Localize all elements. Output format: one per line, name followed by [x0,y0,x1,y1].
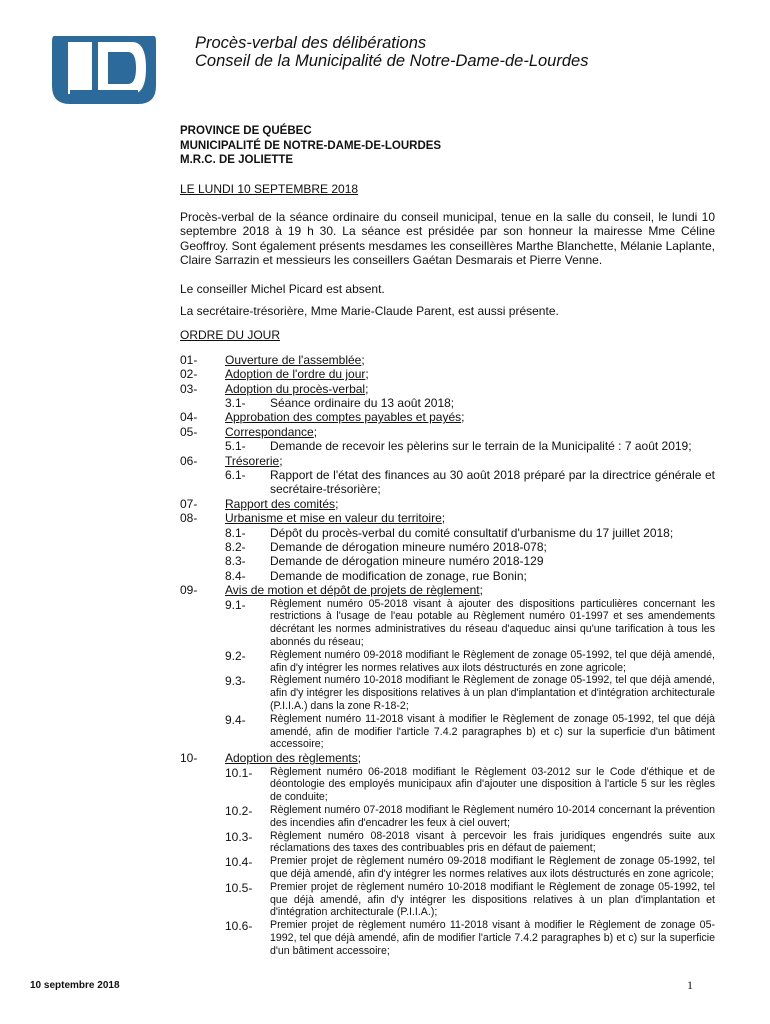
agenda-subitem-number: 10.1- [225,765,253,780]
agenda-subitem-number: 10.5- [225,880,253,895]
agenda-subitem-number: 8.2- [225,540,246,555]
agenda-item-label: Approbation des comptes payables et payés [225,410,462,425]
agenda-item-number: 09- [180,583,198,598]
agenda-item-label: Rapport des comités [225,496,336,511]
agenda-subitem-number: 10.3- [225,829,253,844]
agenda-subitem-number: 6.1- [225,468,246,482]
agenda-item-text: Adoption de l'ordre du jour; [225,367,369,382]
agenda-subitem-text: Demande de dérogation mineure numéro 2018-078; [270,540,547,555]
agenda-subitem [225,439,715,453]
agenda-subitem-text: Règlement numéro 11-2018 visant à modifier le Règlement de zonage 05-1992, tel que déjà amendé, afin de modifier l'article 7.4.2 paragraphes b) et c) sur la superficie d'un bâtiment accessoire; [270,712,715,751]
agenda-subitem-text: Règlement numéro 08-2018 visant à percevoir les frais juridiques engendrés suite aux réclamations des taxes des contribuables pris en défaut de paiement; [270,829,715,855]
meeting-date: LE LUNDI 10 SEPTEMBRE 2018 [180,181,359,196]
agenda-subitem-number: 9.2- [225,648,246,663]
agenda-item-label: Adoption du procès-verbal [225,381,366,396]
agenda-item-label: Urbanisme et mise en valeur du territoire [225,511,442,526]
agenda-item-label: Correspondance [225,424,314,439]
province-block [180,124,715,168]
agenda-subitem [225,569,715,583]
agenda-item-text: Adoption des règlements; [225,751,362,766]
agenda-item [180,382,715,396]
agenda-item [180,583,715,597]
agenda-item-text: Correspondance; [225,424,318,439]
agenda-subitem-text: Dépôt du procès-verbal du comité consultatif d'urbanisme du 17 juillet 2018; [270,525,674,540]
agenda-item-number: 05- [180,424,198,439]
agenda-item-text: Urbanisme et mise en valeur du territoire; [225,511,446,526]
province-line: PROVINCE DE QUÉBEC [180,125,312,137]
agenda-subitem-number: 10.2- [225,804,253,819]
footer-date: 10 septembre 2018 [30,980,120,991]
agenda-item-number: 07- [180,496,198,511]
agenda-subitem-number: 3.1- [225,395,246,410]
agenda-subitem [225,649,715,675]
agenda-subitem-number: 5.1- [225,439,246,454]
agenda-item [180,497,715,511]
agenda-subitem [225,804,715,830]
agenda-subitem-text: Demande de dérogation mineure numéro 2018-129 [270,554,544,569]
agenda-subitem [225,713,715,751]
agenda-subitem-number: 9.1- [225,597,246,612]
agenda-subitem-text: Demande de modification de zonage, rue Bonin; [270,568,527,583]
agenda-item-number: 06- [180,453,198,468]
agenda-subitem-text: Rapport de l'état des finances au 30 août 2018 préparé par la directrice générale et secrétaire-trésorière; [270,468,715,497]
agenda-subitem [225,468,715,497]
agenda-item-text: Trésorerie; [225,453,283,468]
intro-paragraph: Procès-verbal de la séance ordinaire du conseil municipal, tenue en la salle du conseil, le lundi 10 septembre 2018 à 19 h 30. La séance est présidée par son honneur la mairesse Mme Céline Geoffroy. Sont également présents mesdames les conseillères Marthe Blanchette, Mélanie Laplante, Claire Sarrazin et messieurs les conseillers Gaétan Desmarais et Pierre Venne. [180,209,715,268]
header-line-1: Procès-verbal des délibérations [195,34,427,52]
agenda-item-number: 08- [180,511,198,526]
document-header [195,34,588,70]
absent-paragraph: Le conseiller Michel Picard est absent. [180,281,385,296]
page-number: 1 [687,978,693,992]
agenda-subitem [225,396,715,410]
agenda-subitem [225,881,715,919]
agenda-list [180,353,715,958]
agenda-subitem-number: 9.3- [225,674,246,689]
agenda-subitem [225,919,715,957]
agenda-subitem [225,598,715,649]
agenda-subitem-text: Demande de recevoir les pèlerins sur le terrain de la Municipalité : 7 août 2019; [270,439,692,454]
municipal-logo [50,34,158,106]
agenda-item-label: Avis de motion et dépôt de projets de règlement [225,583,480,598]
agenda-subitem-text: Règlement numéro 06-2018 modifiant le Règlement 03-2012 sur le Code d'éthique et de déontologie des employés municipaux afin d'ajouter une disposition à l'article 5 sur les règles de conduite; [270,765,715,804]
agenda-subitem-text: Règlement numéro 10-2018 modifiant le Règlement de zonage 05-1992, tel que déjà amendé, afin d'y intégrer les dispositions relatives à un plan d'implantation et d'intégration architecturale (P.I.I.A.) dans la zone R-18-2; [270,674,715,713]
agenda-item [180,454,715,468]
agenda-subitem-number: 8.3- [225,554,246,569]
agenda-subitem-text: Premier projet de règlement numéro 09-2018 modifiant le Règlement de zonage 05-1992, tel que déjà amendé, afin d'y intégrer les normes relatives aux ilots déstructurés en zone agricole; [270,855,715,880]
agenda-subitem-number: 8.1- [225,525,246,540]
agenda-subitem-text: Premier projet de règlement numéro 11-2018 visant à modifier le Règlement de zonage 05-1992, tel que déjà amendé, afin de modifier l'article 7.4.2 paragraphes b) et c) sur la superficie d'un bâtiment accessoire; [270,919,715,957]
agenda-item [180,367,715,381]
agenda-item-label: Trésorerie [225,453,280,468]
document-body [180,124,715,958]
agenda-item-text: Ouverture de l'assemblée; [225,352,365,367]
agenda-item-number: 02- [180,367,198,382]
agenda-item-number: 04- [180,410,198,425]
agenda-subitem [225,674,715,712]
agenda-subitem-number: 10.4- [225,855,253,870]
agenda-item-number: 10- [180,751,198,766]
agenda-subitem-number: 10.6- [225,919,253,934]
agenda-title: ORDRE DU JOUR [180,328,281,343]
agenda-subitem [225,830,715,856]
agenda-item [180,353,715,367]
agenda-item-text: Rapport des comités; [225,496,339,511]
agenda-item-number: 01- [180,352,198,367]
agenda-item [180,410,715,424]
agenda-subitem-text: Règlement numéro 07-2018 modifiant le Règlement numéro 10-2014 concernant la prévention des incendies afin d'encadrer les feux à ciel ouvert; [270,804,715,829]
agenda-subitem [225,540,715,554]
agenda-subitem [225,526,715,540]
header-line-2: Conseil de la Municipalité de Notre-Dame-de-Lourdes [195,52,589,70]
agenda-subitem-text: Séance ordinaire du 13 août 2018; [270,395,455,410]
agenda-item-label: Ouverture de l'assemblée [225,352,362,367]
mrc-line: M.R.C. DE JOLIETTE [180,154,294,166]
agenda-subitem [225,766,715,804]
agenda-item [180,425,715,439]
agenda-subitem-text: Premier projet de règlement numéro 10-2018 modifiant le Règlement de zonage 05-1992, tel que déjà amendé, afin d'y intégrer les dispositions relatives à un plan d'implantation et d'intégration architecturale (P.I.I.A.); [270,880,715,919]
agenda-subitem-text: Règlement numéro 09-2018 modifiant le Règlement de zonage 05-1992, tel que déjà amendé, afin d'y intégrer les normes relatives aux ilots déstructurés en zone agricole; [270,648,715,674]
agenda-item [180,751,715,765]
agenda-subitem-text: Règlement numéro 05-2018 visant à ajouter des dispositions particulières concernant les restrictions à l'usage de l'eau potable au Règlement numéro 01-1997 et ses amendements décrétant les normes administratives du réseau d'aqueduc ainsi qu'une tarification à tous les abonnés du réseau; [270,597,715,649]
agenda-subitem [225,855,715,881]
agenda-item-number: 03- [180,381,198,396]
agenda-item-label: Adoption de l'ordre du jour [225,367,366,382]
agenda-item-text: Adoption du procès-verbal; [225,381,369,396]
agenda-subitem-number: 9.4- [225,712,246,727]
agenda-subitem [225,554,715,568]
agenda-item-text: Approbation des comptes payables et payés; [225,410,465,425]
secretary-paragraph: La secrétaire-trésorière, Mme Marie-Claude Parent, est aussi présente. [180,303,559,318]
agenda-subitem-number: 8.4- [225,568,246,583]
municipality-line: MUNICIPALITÉ DE NOTRE-DAME-DE-LOURDES [180,139,442,152]
agenda-item-label: Adoption des règlements [225,751,358,766]
agenda-item [180,511,715,525]
agenda-item-text: Avis de motion et dépôt de projets de règlement; [225,583,483,598]
